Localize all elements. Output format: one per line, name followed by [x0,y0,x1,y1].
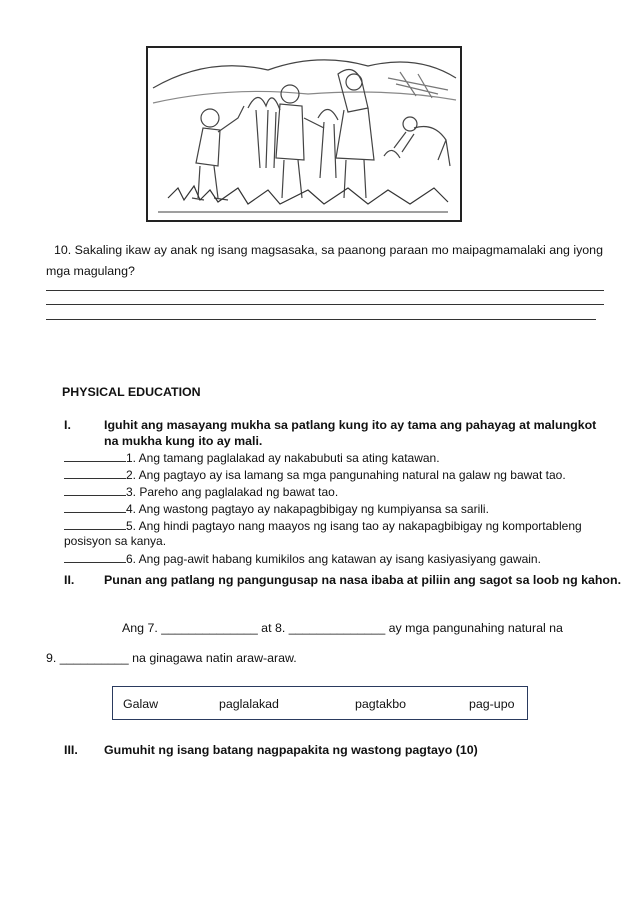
section-heading: PHYSICAL EDUCATION [62,385,201,399]
item-2: 2. Ang pagtayo ay isa lamang sa mga pangunahing natural na galaw ng bawat tao. [64,467,566,482]
harvest-sketch [148,48,460,220]
item-6: 6. Ang pag-awit habang kumikilos ang katawan ay isang kasiyasiyang gawain. [64,551,541,566]
answer-blank[interactable] [64,501,126,513]
part2-numeral: II. [64,573,75,587]
fill-sentence-line-2: 9. __________ na ginagawa natin araw-araw. [46,651,297,665]
choices-box [112,686,528,720]
item-3: 3. Pareho ang paglalakad ng bawat tao. [64,484,338,499]
choice-paglalakad: paglalakad [219,697,279,711]
part3-numeral: III. [64,743,78,757]
answer-line-3 [46,319,596,320]
answer-blank[interactable] [64,467,126,479]
question-10 [46,240,606,282]
question-10-text: 10. Sakaling ikaw ay anak ng isang magsasaka, sa paanong paraan mo maipagmamalaki ang iyong mga magulang? [46,243,603,278]
answer-line-2 [46,304,604,305]
answer-blank[interactable] [64,518,126,530]
farmers-illustration [146,46,462,222]
item-5: 5. Ang hindi pagtayo nang maayos ng isang tao ay nakapagbibigay ng komportableng [64,518,582,533]
choice-pagtakbo: pagtakbo [355,697,406,711]
choice-galaw: Galaw [123,697,159,711]
answer-blank[interactable] [64,551,126,563]
item-1: 1. Ang tamang paglalakad ay nakabubuti sa ating katawan. [64,450,440,465]
fill-sentence-line-1: Ang 7. ______________ at 8. ______________ ay mga pangunahing natural na [122,621,563,635]
item-4: 4. Ang wastong pagtayo ay nakapagbibigay ng kumpiyansa sa sarili. [64,501,489,516]
answer-blank[interactable] [64,484,126,496]
answer-blank[interactable] [64,450,126,462]
part1-numeral: I. [64,418,71,432]
part3-instruction: Gumuhit ng isang batang nagpapakita ng wastong pagtayo (10) [104,743,478,757]
part1-instruction: Iguhit ang masayang mukha sa patlang kung ito ay tama ang pahayag at malungkot na mukha kung ito ay mali. [104,418,597,448]
part2-instruction: Punan ang patlang ng pangungusap na nasa ibaba at piliin ang sagot sa loob ng kahon. [104,573,622,587]
choice-pag-upo: pag-upo [469,697,515,711]
item-5-continuation: posisyon sa kanya. [64,534,167,548]
answer-line-1 [46,290,604,291]
